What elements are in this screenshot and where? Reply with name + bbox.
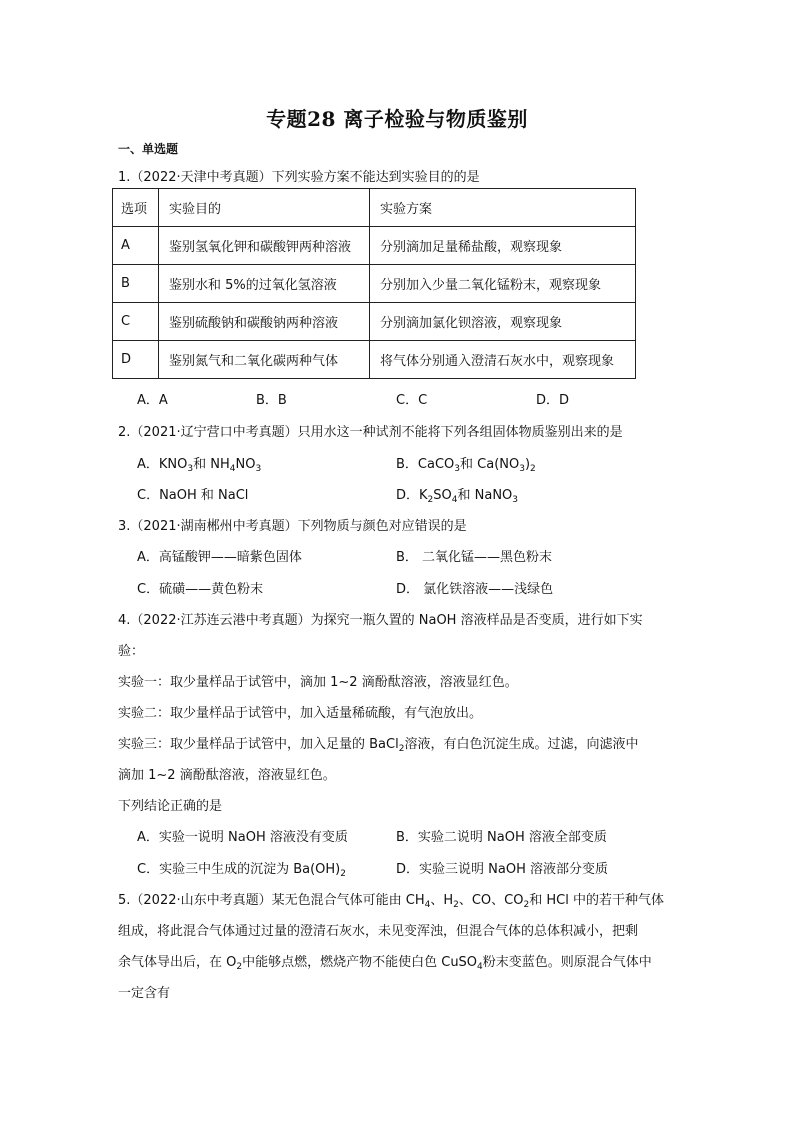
subscript: 3 bbox=[512, 495, 519, 505]
text-run: 和 HCl 中的若干种气体 bbox=[529, 893, 664, 908]
q4-option-d[interactable]: D．实验三说明 NaOH 溶液部分变质 bbox=[396, 862, 608, 877]
experiment-1: 实验一：取少量样品于试管中，滴加 1~2 滴酚酞溶液，溶液显红色。 bbox=[118, 675, 518, 690]
table-cell: 鉴别硫酸钠和碳酸钠两种溶液 bbox=[159, 303, 370, 341]
question-2-stem: 2.（2021·辽宁营口中考真题）只用水这一种试剂不能将下列各组固体物质鉴别出来的是 bbox=[118, 425, 623, 440]
subscript: 2 bbox=[398, 744, 405, 754]
text-run: 5.（2022·山东中考真题）某无色混合气体可能由 CH bbox=[118, 893, 425, 908]
table-cell: A bbox=[113, 227, 159, 265]
formula-text: 和 NH bbox=[193, 457, 230, 472]
text-run: 粉末变蓝色。则原混合气体中 bbox=[482, 955, 652, 970]
subscript: 4 bbox=[424, 900, 431, 910]
conclusion-prompt: 下列结论正确的是 bbox=[118, 799, 223, 814]
experiment-3-cont: 滴加 1~2 滴酚酞溶液，溶液显红色。 bbox=[118, 768, 336, 783]
formula-text: A．KNO bbox=[137, 457, 188, 472]
q2-option-b[interactable] bbox=[396, 453, 536, 472]
question-3-stem: 3.（2021·湖南郴州中考真题）下列物质与颜色对应错误的是 bbox=[118, 519, 467, 534]
table-cell: 将气体分别通入澄清石灰水中，观察现象 bbox=[370, 341, 636, 379]
section-heading: 一、单选题 bbox=[118, 142, 179, 156]
formula-text: 和 NaNO bbox=[457, 488, 513, 503]
subscript: 2 bbox=[523, 900, 530, 910]
q4-option-a[interactable]: A．实验一说明 NaOH 溶液没有变质 bbox=[137, 830, 348, 845]
text-run: 溶液，有白色沉淀生成。过滤，向滤液中 bbox=[404, 737, 639, 752]
table-cell: 分别滴加氯化钡溶液，观察现象 bbox=[370, 303, 636, 341]
question-5-line-4: 一定含有 bbox=[118, 986, 171, 1001]
table-cell: 分别滴加足量稀盐酸，观察现象 bbox=[370, 227, 636, 265]
formula-text: NO bbox=[235, 457, 256, 472]
q4-option-c[interactable] bbox=[137, 858, 346, 877]
subscript: 4 bbox=[451, 495, 458, 505]
question-4-stem: 4.（2022·江苏连云港中考真题）为探究一瓶久置的 NaOH 溶液样品是否变质，进行如下实 bbox=[118, 613, 643, 628]
experiment-3 bbox=[118, 733, 638, 752]
q1-option-a[interactable]: A．A bbox=[137, 393, 168, 408]
text-run: C．实验三中生成的沉淀为 Ba(OH) bbox=[137, 862, 341, 877]
subscript: 2 bbox=[530, 464, 536, 474]
table-row bbox=[113, 227, 636, 265]
q1-option-c[interactable]: C．C bbox=[396, 393, 428, 408]
text-run: 、H bbox=[430, 893, 454, 908]
table-cell: 分别加入少量二氧化锰粉末，观察现象 bbox=[370, 265, 636, 303]
formula-text: 和 Ca(NO bbox=[460, 457, 520, 472]
subscript: 2 bbox=[453, 900, 459, 910]
question-4-stem-cont: 验： bbox=[118, 644, 145, 659]
table-cell: 鉴别氮气和二氧化碳两种气体 bbox=[159, 341, 370, 379]
q1-option-b[interactable]: B．B bbox=[256, 393, 287, 408]
table-cell: B bbox=[113, 265, 159, 303]
experiment-2: 实验二：取少量样品于试管中，加入适量稀硫酸，有气泡放出。 bbox=[118, 706, 483, 721]
q3-option-d[interactable]: D． 氯化铁溶液——浅绿色 bbox=[396, 582, 554, 597]
table-header-cell: 实验方案 bbox=[370, 189, 636, 227]
q3-option-a[interactable]: A．高锰酸钾——暗紫色固体 bbox=[137, 550, 302, 565]
text-run: 中能够点燃，燃烧产物不能使白色 CuSO bbox=[242, 955, 478, 970]
subscript: 3 bbox=[255, 464, 262, 474]
formula-text: SO bbox=[433, 488, 452, 503]
subscript: 4 bbox=[229, 464, 236, 474]
table-cell: 鉴别水和 5%的过氧化氢溶液 bbox=[159, 265, 370, 303]
formula-text: ) bbox=[524, 457, 531, 472]
formula-text: D．K bbox=[396, 488, 428, 503]
experiment-table bbox=[112, 188, 636, 379]
q3-option-b[interactable]: B． 二氧化锰——黑色粉末 bbox=[396, 550, 553, 565]
table-row bbox=[113, 303, 636, 341]
subscript: 3 bbox=[519, 464, 525, 474]
table-row bbox=[113, 265, 636, 303]
question-5-line-3 bbox=[118, 951, 652, 970]
table-header-cell: 实验目的 bbox=[159, 189, 370, 227]
table-cell: D bbox=[113, 341, 159, 379]
subscript: 3 bbox=[187, 464, 194, 474]
text-run: 余气体导出后，在 O bbox=[118, 955, 237, 970]
page-title: 专题28 离子检验与物质鉴别 bbox=[266, 107, 528, 131]
q3-option-c[interactable]: C．硫磺——黄色粉末 bbox=[137, 582, 264, 597]
subscript: 2 bbox=[427, 495, 434, 505]
subscript: 2 bbox=[340, 869, 346, 879]
text-run: 、CO、CO bbox=[458, 893, 524, 908]
table-row bbox=[113, 341, 636, 379]
question-5-stem bbox=[118, 889, 664, 908]
q2-option-d[interactable] bbox=[396, 484, 518, 503]
q1-option-d[interactable]: D．D bbox=[536, 393, 570, 408]
table-header-row bbox=[113, 189, 636, 227]
subscript: 3 bbox=[454, 464, 461, 474]
q4-option-b[interactable]: B．实验二说明 NaOH 溶液全部变质 bbox=[396, 830, 607, 845]
formula-text: B．CaCO bbox=[396, 457, 455, 472]
question-1-stem: 1.（2022·天津中考真题）下列实验方案不能达到实验目的的是 bbox=[118, 170, 480, 185]
question-5-line-2: 组成，将此混合气体通过过量的澄清石灰水，未见变浑浊，但混合气体的总体积减小，把剩 bbox=[118, 924, 639, 939]
text-run: 实验三：取少量样品于试管中，加入足量的 BaCl bbox=[118, 737, 399, 752]
table-cell: C bbox=[113, 303, 159, 341]
subscript: 4 bbox=[477, 962, 483, 972]
table-header-cell: 选项 bbox=[113, 189, 159, 227]
q2-option-a[interactable] bbox=[137, 453, 261, 472]
table-cell: 鉴别氢氧化钾和碳酸钾两种溶液 bbox=[159, 227, 370, 265]
q2-option-c[interactable]: C．NaOH 和 NaCl bbox=[137, 488, 249, 503]
subscript: 2 bbox=[236, 962, 243, 972]
